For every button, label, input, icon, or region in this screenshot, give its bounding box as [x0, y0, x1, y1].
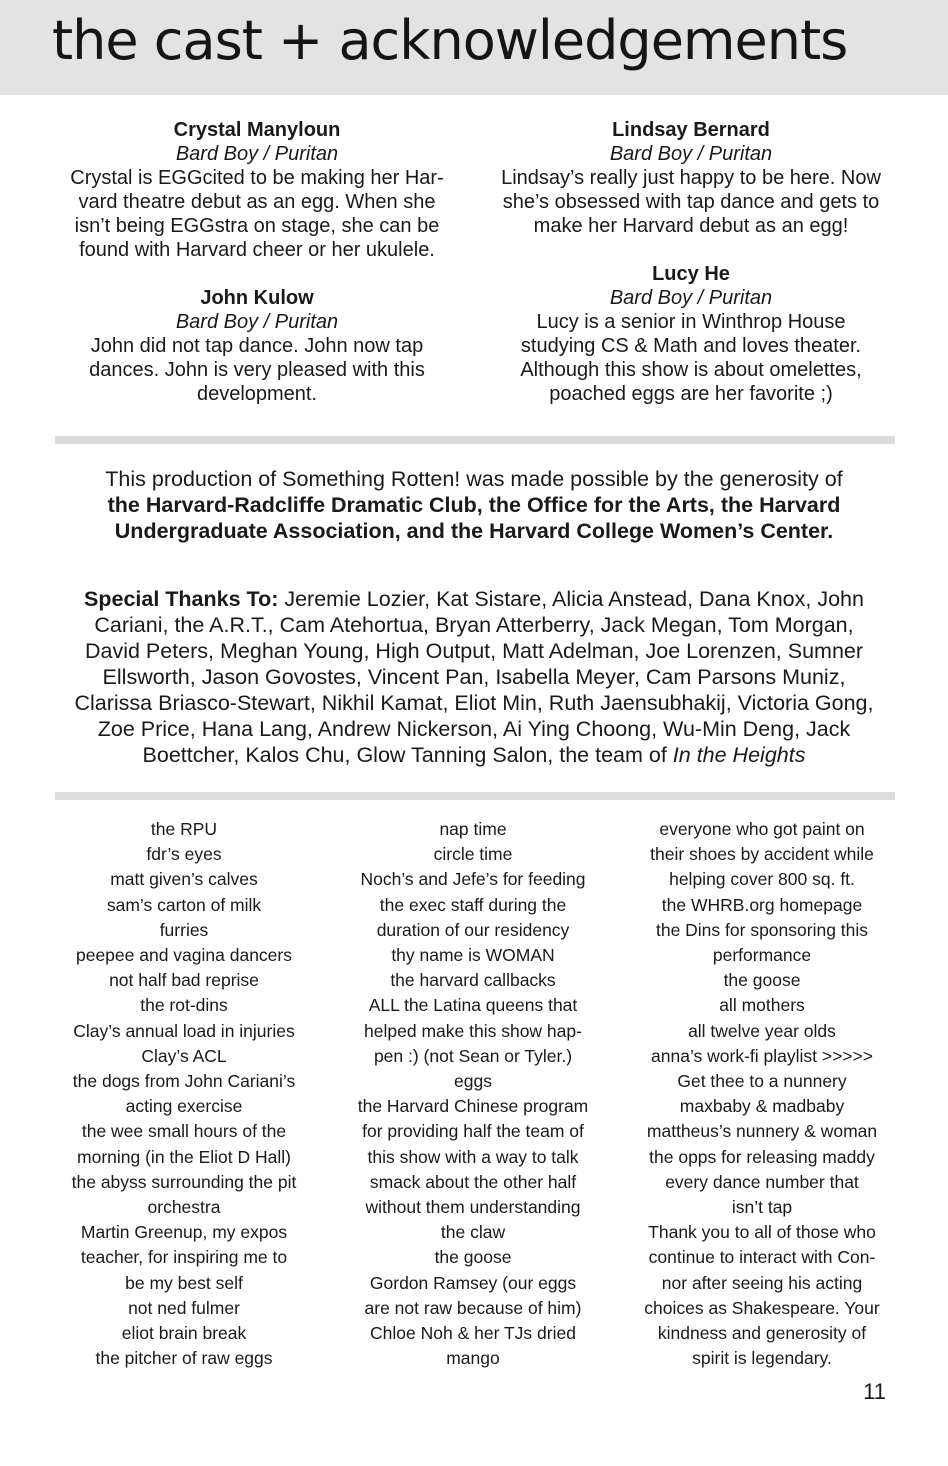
page-header [0, 0, 948, 95]
acknowledgement-line: anna’s work-fi playlist >>>>> [651, 1045, 873, 1066]
cast-role: Bard Boy / Puritan [609, 143, 773, 165]
special-thanks-label: Special Thanks To: [84, 587, 279, 611]
acknowledgement-line: peepee and vagina dancers [75, 945, 292, 966]
cast-column-left [48, 118, 466, 430]
acknowledgement-line: Gordon Ramsey (our eggs [369, 1272, 577, 1293]
cast-bio-line: studying CS & Math and loves theater. [520, 335, 862, 357]
acknowledgement-line: teacher, for inspiring me to [80, 1247, 288, 1268]
acknowledgement-line: morning (in the Eliot D Hall) [77, 1146, 291, 1167]
acknowledgement-line: not ned fulmer [128, 1297, 240, 1318]
cast-bio-line: vard theatre debut as an egg. When she [78, 191, 436, 213]
cast-bio-line: dances. John is very pleased with this [89, 359, 425, 381]
acknowledgement-line: maxbaby & madbaby [679, 1096, 845, 1117]
acknowledgement-line: eggs [454, 1071, 492, 1092]
acknowledgement-line: this show with a way to talk [367, 1146, 579, 1167]
acknowledgement-line: the RPU [150, 819, 218, 839]
acknowledgement-line: the Dins for sponsoring this [655, 919, 869, 940]
cast-bio-line: she’s obsessed with tap dance and gets to [502, 191, 880, 213]
page-number: 11 [863, 1379, 886, 1404]
acknowledgement-line: Noch’s and Jefe’s for feeding [360, 869, 586, 890]
special-thanks-names: Jeremie Lozier, Kat Sistare, Alicia Anstead, Dana Knox, John [278, 587, 864, 611]
acknowledgement-line: every dance number that [665, 1171, 859, 1192]
cast-name: John Kulow [200, 287, 314, 309]
acknowledgement-line: the harvard callbacks [390, 970, 556, 991]
acknowledgement-line: are not raw because of him) [364, 1297, 582, 1318]
cast-name: Lucy He [652, 263, 730, 285]
cast-column-right [484, 118, 898, 430]
cast-bio-line: Lucy is a senior in Winthrop House [536, 311, 846, 333]
acknowledgement-line: the WHRB.org homepage [661, 894, 863, 915]
acknowledgement-line: Clay’s ACL [141, 1045, 227, 1066]
special-thanks-names: Cariani, the A.R.T., Cam Atehortua, Bryan Atterberry, Jack Megan, Tom Morgan, [94, 613, 854, 637]
acknowledgements-column-2 [338, 817, 608, 1371]
acknowledgement-line: pen :) (not Sean or Tyler.) [373, 1045, 573, 1066]
acknowledgement-line: Chloe Noh & her TJs dried [370, 1323, 576, 1344]
production-credits [40, 466, 908, 544]
acknowledgement-line: kindness and generosity of [657, 1323, 867, 1344]
cast-bio-line: Crystal is EGGcited to be making her Har- [70, 167, 444, 189]
cast-bio-line: Lindsay’s really just happy to be here. Now [501, 167, 881, 189]
acknowledgement-line: the wee small hours of the [81, 1121, 287, 1142]
cast-role: Bard Boy / Puritan [175, 311, 339, 333]
special-thanks-names: Boettcher, Kalos Chu, Glow Tanning Salon, the team of [142, 743, 673, 767]
acknowledgement-line: mango [446, 1348, 500, 1369]
section-divider [55, 792, 895, 800]
section-divider [55, 436, 895, 444]
acknowledgement-line: matt given’s calves [110, 869, 258, 890]
special-thanks [40, 586, 908, 768]
acknowledgement-line: eliot brain break [121, 1323, 247, 1344]
acknowledgement-line: without them understanding [365, 1197, 581, 1218]
acknowledgement-line: nor after seeing his acting [661, 1272, 863, 1293]
acknowledgement-line: continue to interact with Con- [648, 1247, 876, 1268]
acknowledgements-column-1 [50, 817, 318, 1371]
acknowledgement-line: everyone who got paint on [659, 819, 865, 839]
acknowledgement-line: helping cover 800 sq. ft. [669, 869, 855, 890]
acknowledgement-line: fdr’s eyes [146, 844, 222, 865]
page-title: the cast + acknowledgements [52, 9, 848, 72]
acknowledgement-line: the opps for releasing maddy [649, 1146, 875, 1167]
cast-bio-line: Although this show is about omelettes, [520, 359, 862, 381]
cast-name: Lindsay Bernard [612, 119, 770, 141]
production-sponsors: Undergraduate Association, and the Harvard College Women’s Center. [114, 519, 834, 543]
acknowledgement-line: for providing half the team of [362, 1121, 584, 1142]
acknowledgement-line: circle time [433, 844, 513, 865]
cast-member [484, 262, 898, 406]
acknowledgement-line: thy name is WOMAN [391, 945, 555, 966]
acknowledgement-line: the pitcher of raw eggs [95, 1348, 273, 1369]
acknowledgement-line: performance [712, 945, 812, 966]
acknowledgement-line: the goose [434, 1247, 512, 1268]
acknowledgement-line: smack about the other half [369, 1171, 577, 1192]
cast-role: Bard Boy / Puritan [175, 143, 339, 165]
cast-bio-line: poached eggs are her favorite ;) [549, 383, 833, 405]
acknowledgement-line: orchestra [147, 1197, 221, 1218]
acknowledgements-column-3 [626, 817, 898, 1371]
production-intro: This production of Something Rotten! was made possible by the generosity of [105, 467, 843, 491]
production-sponsors: the Harvard-Radcliffe Dramatic Club, the Office for the Arts, the Harvard [107, 493, 841, 517]
acknowledgement-line: Clay’s annual load in injuries [73, 1020, 295, 1041]
acknowledgement-line: be my best self [125, 1272, 243, 1293]
cast-role: Bard Boy / Puritan [609, 287, 773, 309]
acknowledgement-line: all mothers [719, 995, 805, 1016]
acknowledgement-line: the abyss surrounding the pit [71, 1171, 297, 1192]
acknowledgement-line: all twelve year olds [688, 1020, 836, 1041]
acknowledgement-line: isn’t tap [731, 1197, 793, 1218]
cast-bio-line: found with Harvard cheer or her ukulele. [79, 239, 435, 261]
acknowledgement-line: acting exercise [125, 1096, 243, 1117]
acknowledgement-line: the goose [723, 970, 801, 991]
acknowledgement-line: their shoes by accident while [650, 844, 874, 865]
special-thanks-show-title: In the Heights [672, 743, 806, 767]
special-thanks-names: Ellsworth, Jason Govostes, Vincent Pan, Isabella Meyer, Cam Parsons Muniz, [102, 665, 846, 689]
special-thanks-names: David Peters, Meghan Young, High Output, Matt Adelman, Joe Lorenzen, Sumner [84, 639, 864, 663]
cast-member [48, 118, 466, 262]
acknowledgement-line: the claw [440, 1222, 506, 1243]
special-thanks-names: Zoe Price, Hana Lang, Andrew Nickerson, Ai Ying Choong, Wu-Min Deng, Jack [97, 717, 851, 741]
special-thanks-names: Clarissa Briasco-Stewart, Nikhil Kamat, Eliot Min, Ruth Jaensubhakij, Victoria Gong, [74, 691, 874, 715]
cast-name: Crystal Manyloun [173, 119, 341, 141]
acknowledgement-line: spirit is legendary. [692, 1348, 832, 1369]
acknowledgement-line: choices as Shakespeare. Your [644, 1297, 880, 1318]
cast-member [484, 118, 898, 238]
acknowledgement-line: the rot-dins [140, 995, 228, 1016]
acknowledgement-line: helped make this show hap- [364, 1020, 582, 1041]
acknowledgement-line: Get thee to a nunnery [677, 1071, 847, 1092]
cast-bio-line: John did not tap dance. John now tap [90, 335, 424, 357]
cast-bio-line: development. [196, 383, 318, 405]
acknowledgement-line: the dogs from John Cariani’s [72, 1071, 296, 1092]
acknowledgement-line: not half bad reprise [109, 970, 259, 991]
acknowledgement-line: sam’s carton of milk [106, 894, 262, 915]
acknowledgement-line: Thank you to all of those who [648, 1222, 876, 1243]
cast-member [48, 286, 466, 406]
acknowledgement-line: duration of our residency [376, 919, 570, 940]
cast-bio-line: make her Harvard debut as an egg! [533, 215, 849, 237]
acknowledgement-line: the exec staff during the [379, 894, 567, 915]
acknowledgement-line: the Harvard Chinese program [357, 1096, 589, 1117]
acknowledgement-line: mattheus’s nunnery & woman [646, 1121, 878, 1142]
acknowledgement-line: ALL the Latina queens that [368, 995, 578, 1016]
acknowledgement-line: furries [159, 919, 209, 940]
acknowledgement-line: nap time [439, 819, 507, 839]
acknowledgement-line: Martin Greenup, my expos [80, 1222, 288, 1243]
cast-bio-line: isn’t being EGGstra on stage, she can be [74, 215, 440, 237]
